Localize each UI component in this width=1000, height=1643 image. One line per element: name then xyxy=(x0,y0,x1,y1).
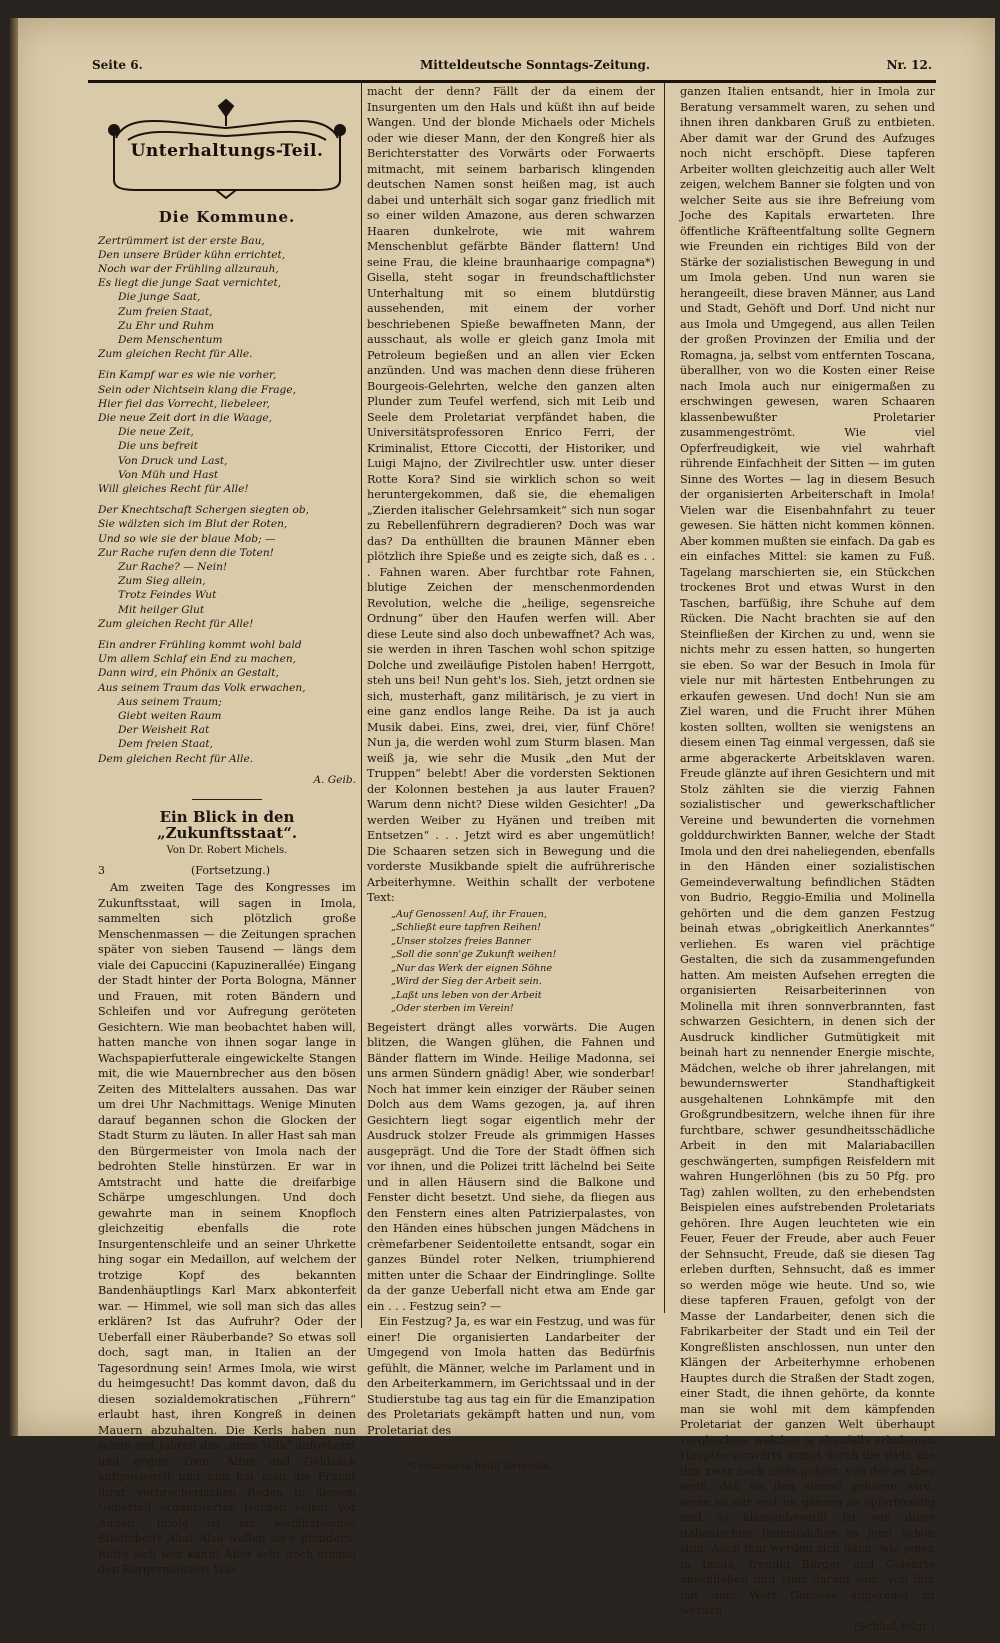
poem-line: Zertrümmert ist der erste Bau, xyxy=(98,234,265,247)
poem-line: Die neue Zeit dort in die Waage, xyxy=(98,411,272,424)
verse-line: „Auf Genossen! Auf, ihr Frauen, xyxy=(391,908,547,920)
poem-line: Zu Ehr und Ruhm xyxy=(118,319,215,332)
footnote: *) compagna heißt Genossin. xyxy=(407,1461,554,1472)
continuation-line xyxy=(98,863,356,879)
poem-line: Sein oder Nichtsein klang die Frage, xyxy=(98,383,296,396)
page-header xyxy=(92,58,932,78)
poem-line: Und so wie sie der blaue Mob; — xyxy=(98,532,276,545)
poem-body xyxy=(98,234,356,788)
verse-line: „Laßt uns leben von der Arbeit xyxy=(391,989,542,1001)
part-number: 3 xyxy=(98,863,105,877)
poem-line: Dem Menschentum xyxy=(118,333,223,346)
poem-line: Die junge Saat, xyxy=(118,291,201,304)
verse-line: „Nur das Werk der eignen Söhne xyxy=(391,962,553,974)
poem-line: Trotz Feindes Wut xyxy=(118,589,217,602)
poem-line: Die uns befreit xyxy=(118,440,198,453)
poem-line: Hier fiel das Vorrecht, liebeleer, xyxy=(98,397,270,410)
article-paragraph: Ein Festzug? Ja, es war ein Festzug, und was für einer! Die organisierten Landarbeiter der Umgegend von Imola hatten das Bedürfnis gefühlt, die Männer, welche im Parlament und in den Arbeiterkammern, im Gerichtssaal und in der Studierstube tag aus tag ein für die Emanzipation des Proletariats gekämpft hatten und nun, vom Proletariat des xyxy=(367,1315,655,1437)
poem-line: Zum Sieg allein, xyxy=(118,575,206,588)
poem-line: Von Druck und Last, xyxy=(118,454,228,467)
poem-stanza xyxy=(98,234,356,362)
verse-line: „Unser stolzes freies Banner xyxy=(391,935,531,947)
poem-stanza xyxy=(98,368,356,496)
article-paragraph: macht der denn? Fällt der da einem der Insurgenten um den Hals und küßt ihn auf beide Wangen. Und der blonde Michaels oder Michels oder wie dieser Mann, der den Kongreß hier als Berichterstatter des Vorwärts oder Forwaerts mitmacht, mit seinem barbarisch klingenden deutschen Namen sonst heißen mag, ist auch dabei und unterhält sich sogar ganz friedlich mit so einer wilden Amazone, aus deren schwarzen Haaren dunkelrote, wie mit wahrem Menschenblut gefärbte Bänder flattern! Und seine Frau, die kleine braunhaarige compagna*) Gisella, steht sogar in freundschaftlichster Unterhaltung mit so einem blutdürstig aussehenden, mit einem der vorher beschriebenen Spieße bewaffneten Mann, der ausschaut, als wolle er gleich ganz Imola mit Petroleum begießen und an allen vier Ecken anzünden. Und was machen denn diese früheren Bourgeois-Gelehrten, welche den ganzen alten Plunder zum Teufel werfend, sich mit Leib und Seele dem Proletariat verpfändet haben, die Universitätsprofessoren Enrico Ferri, der Kriminalist, Ettore Ciccotti, der Historiker, und Luigi Majno, der Zivilrechtler usw. unter dieser Rotte Kora? Sind sie wirklich schon so weit heruntergekommen, daß sie, die ehemaligen „Zierden italischer Gelehrsamkeit“ sich nun sogar zu Rebellenführern degradieren? Doch was war das? Da enthüllten die braunen Männer eben plötzlich ihre Spieße und es zeigte sich, daß es . . . Fahnen waren. Aber furchtbar rote Fahnen, blutige Zeichen der menschenmordenden Revolution, welche die „heilige, segensreiche Ordnung“ über den Haufen werfen will. Aber diese Leute sind also doch unbewaffnet? Ach was, sie werden in ihren Taschen wohl schon spitzige Dolche und zweiläufige Pistolen haben! Herrgott, steh uns bei! Nun geht's los. Sieh, jetzt ordnen sie sich, musterhaft, ganz militärisch, je zu viert in eine ganz endlos lange Reihe. Da ist ja auch Musik dabei. Eins, zwei, drei, vier, fünf Chöre! Nun ja, die werden wohl zum Sturm blasen. Man weiß ja, wie sehr die Musik „den Mut der Truppen“ belebt! Aber die vordersten Sektionen der Kolonnen bestehen ja aus lauter Frauen? Warum denn nicht? Diese wilden Gesichter! „Da werden Weiber zu Hyänen und treiben mit Entsetzen“ . . . Jetzt wird es aber ungemütlich! Die Schaaren setzen sich in Bewegung und die vorderste Musikbande spielt die aufrührerische Arbeiterhymne. Weithin schallt der verbotene Text: xyxy=(367,85,655,904)
header-rule xyxy=(88,80,936,83)
article-paragraph: Begeistert drängt alles vorwärts. Die Augen blitzen, die Wangen glühen, die Fahnen und Bänder flattern im Winde. Heilige Madonna, sei uns armen Sündern gnädig! Aber, wie sonderbar! Noch hat immer kein einziger der Räuber seinen Dolch aus dem Wams gezogen, ja, auf ihren Gesichtern liegt sogar eigentlich mehr der Ausdruck stolzer Freude als grimmigen Hasses ausgeprägt. Und die Tore der Stadt öffnen sich vor ihnen, und die Polizei tritt lächelnd bei Seite und in allen Häusern sind die Balkone und Fenster dicht besetzt. Und siehe, da fliegen aus den Fenstern eines alten Patrizierpalastes, von den Händen eines hübschen jungen Mädchens in crèmefarbener Seidentoilette entsandt, sogar ein ganzes Bündel roter Nelken, triumphierend mitten unter die Schaar der Eindringlinge. Sollte da der ganze Ueberfall nicht etwa am Ende gar ein . . . Festzug sein? — xyxy=(367,1020,655,1313)
poem-line: Zur Rache rufen denn die Toten! xyxy=(98,546,274,559)
poem-line: Den unsere Brüder kühn errichtet, xyxy=(98,248,286,261)
poem-line: Der Weisheit Rat xyxy=(118,724,210,737)
poem-line: Zur Rache? — Nein! xyxy=(118,560,228,573)
poem-line: Sie wälzten sich im Blut der Roten, xyxy=(98,518,288,531)
poem-line: Der Knechtschaft Schergen siegten ob, xyxy=(98,504,309,517)
column-2 xyxy=(367,84,655,1472)
poem-line: Giebt weiten Raum xyxy=(118,710,222,722)
poem-line: Aus seinem Traum; xyxy=(118,695,222,708)
poem-line: Zum gleichen Recht für Alle! xyxy=(98,617,254,630)
article-title: Ein Blick in den „Zukunftsstaat“. xyxy=(156,808,298,842)
poem-line: Zum freien Staat, xyxy=(118,305,213,318)
section-title: Unterhaltungs-Teil. xyxy=(130,141,324,161)
poem-author: A. Geib. xyxy=(313,773,356,786)
poem-title: Die Kommune. xyxy=(158,208,296,226)
verse-line: „Schließt eure tapfren Reihen! xyxy=(391,922,542,933)
poem-line: Um allem Schlaf ein End zu machen, xyxy=(98,653,297,666)
column-divider xyxy=(664,83,665,1313)
poem-line: Die neue Zeit, xyxy=(118,426,194,439)
column-divider xyxy=(361,83,362,1328)
poem-line: Ein Kampf war es wie nie vorher, xyxy=(98,369,277,382)
section-ornament xyxy=(98,90,356,200)
verse-line: „Soll die sonn'ge Zukunft weihen! xyxy=(391,949,557,960)
poem-line: Mit heilger Glut xyxy=(118,603,205,616)
newspaper-name: Mitteldeutsche Sonntags-Zeitung. xyxy=(420,58,651,72)
footnote-rule xyxy=(397,1452,517,1453)
continuation-label: (Fortsetzung.) xyxy=(191,863,270,877)
poem-line: Von Müh und Hast xyxy=(118,468,219,481)
verse-line: „Oder sterben im Verein! xyxy=(391,1003,514,1014)
poem-line: Zum gleichen Recht für Alle. xyxy=(98,348,253,361)
poem-line: Dem gleichen Recht für Alle. xyxy=(98,752,254,765)
page-number: Seite 6. xyxy=(92,58,143,72)
poem-line: Es liegt die junge Saat vernichtet, xyxy=(98,277,282,290)
poem-line: Ein andrer Frühling kommt wohl bald xyxy=(98,638,302,651)
verse-line: „Wird der Sieg der Arbeit sein. xyxy=(391,976,542,987)
poem-line: Aus seinem Traum das Volk erwachen, xyxy=(98,681,306,694)
divider xyxy=(192,799,262,800)
column-3 xyxy=(680,84,935,1633)
poem-line: Dem freien Staat, xyxy=(118,738,214,751)
article-paragraph: Am zweiten Tage des Kongresses im Zukunftsstaat, will sagen in Imola, sammelten sich plötzlich große Menschenmassen — die Zeitungen sprachen später von sieben Tausend — längs dem viale dei Capuccini (Kapuzinerallée) Eingang der Stadt hinter der Porta Bologna, Männer und Frauen, mit roten Bändern und Schleifen und vor Aufregung geröteten Gesichtern. Wie man beobachtet haben will, hatten manche von ihnen sogar lange in Wachspapierfutterale eingewickelte Stangen mit, die wie Mauernbrecher aus den bösen Zeiten des Mittelalters aussahen. Das war um drei Uhr Nachmittags. Wenige Minuten darauf begannen schon die Glocken der Stadt Sturm zu läuten. In aller Hast sah man den Bürgermeister von Imola nach der bedrohten Stelle hinstürzen. Er war in Amtstracht und hatte die dreifarbige Schärpe umgeschlungen. Und doch gewahrte man in seinem Knopfloch gleichzeitig ebenfalls die rote Insurgentenschleife und an seiner Uhrkette hing sogar ein Medaillon, auf welchem der trotzige Kopf des bekannten Bandenhäuptlings Karl Marx abkonterfeit war. — Himmel, wie soll man sich das alles erklären? Ist das Aufruhr? Oder der Ueberfall einer Räuberbande? So etwas soll doch, sagt man, in Italien an der Tagesordnung sein! Armes Imola, wie wirst du heimgesucht! Das kommt davon, daß du diesen sozialdemokratischen „Führern“ erlaubt hast, ihren Kongreß in deinen Mauern abzuhalten. Die Kerls haben nun schon seit Jahren das „arme Volk“ aufgehetzt und gegen Tron, Altar und Geldsack aufgewiegelt und nun hat man die Frucht ihrer verbrecherischen Reden in diesem Ueberfall organisierter Horden selbst vor Augen. Imola ist ein wohlhabendes Städtchen? Aha! Also wollen sie's plündern. Rette sich wer kann! Aber seht doch einmal den Bürgermeister! Was xyxy=(98,881,356,1577)
poem-stanza xyxy=(98,503,356,631)
anthem-verse xyxy=(367,908,655,1016)
poem-line: Noch war der Frühling allzurauh, xyxy=(98,262,279,275)
article-paragraph: ganzen Italien entsandt, hier in Imola zur Beratung versammelt waren, zu sehen und ihnen ihren dankbaren Gruß zu entbieten. Aber damit war der Grund des Aufzuges noch nicht erschöpft. Diese tapferen Arbeiter wollten gleichzeitig auch aller Welt zeigen, welchem Banner sie folgten und von welcher Seite aus sie ihre Befreiung vom Joche des Kapitals erwarteten. Ihre öffentliche Kräfteentfaltung sollte Gegnern wie Freunden ein richtiges Bild von der Stärke der sozialistischen Bewegung in und um Imola geben. Und nun waren sie herangeeilt, diese braven Männer, aus Land und Stadt, Gehöft und Dorf. Und nicht nur aus Imola und Umgegend, aus allen Teilen der großen Provinzen der Emilia und der Romagna, ja, selbst vom entfernten Toscana, überallher, von wo die Kosten einer Reise nach Imola auch nur einigermaßen zu erschwingen gewesen, waren Schaaren klassenbewußter Proletarier zusammengeströmt. Wie viel Opferfreudigkeit, wie viel wahrhaft rührende Einfachheit der Sitten — im guten Sinne des Wortes — lag in diesem Besuch der organisierten Arbeiterschaft in Imola! Vielen war die Eisenbahnfahrt zu teuer gewesen. Sie hätten nicht kommen können. Aber kommen mußten sie einfach. Da gab es ein einfaches Mittel: sie kamen zu Fuß. Tagelang marschierten sie, ein Stückchen trockenes Brot und etwas Wurst in den Taschen, barfüßig, ihre Schuhe auf dem Rücken. Die Nacht brachten sie auf den Steinfließen der Kirchen zu und, wenn sie nichts mehr zu essen hatten, so hungerten sie eben. So war der Besuch in Imola für viele nur mit härtesten Entbehrungen zu erkaufen gewesen. Und doch! Nun sie am Ziel waren, und die Frucht ihrer Mühen kosten sollten, wollten sie wenigstens an diesem einen Tag einmal vergessen, daß sie arme abgerackerte Arbeitsklaven waren. Freude glänzte auf ihren Gesichtern und mit Stolz zählten sie die vierzig Fahnen sozialistischer und gewerkschaftlicher Vereine und bewunderten die vornehmen golddurchwirkten Banner, welche der Stadt Imola und den drei naheliegenden, ebenfalls in den Händen einer sozialistischen Gemeindeverwaltung befindlichen Städten von Budrio, Reggio-Emilia und Molinella gehörten und die dem ganzen Festzug beinah etwas „obrigkeitlich Anerkanntes“ verliehen. Es waren viel prächtige Gestalten, die sich da zusammengefunden hatten. Am meisten Aufsehen erregten die organisierten Reisarbeiterinnen von Molinella mit ihren sonnverbrannten, fast schwarzen Gesichtern, in denen sich der Ausdruck kindlicher Gutmütigkeit mit beinah hart zu nennender Energie mischte, Mädchen, welche ob ihrer jahrelangen, mit bewundernswerter Standhaftigkeit ausgehaltenen Lohnkämpfe mit den Großgrundbesitzern, welche ihnen für ihre furchtbare, schwer gesundheitsschädliche Arbeit in den mit Malariabacillen geschwängerten, sumpfigen Reisfeldern mit wahren Hungerlöhnen (bis zu 50 Pfg. pro Tag) zahlen wollten, zu den erhebendsten Beispielen eines aufstrebenden Proletariats gehören. Ihre Augen leuchteten wie ein Feuer, Feuer der Freude, aber auch Feuer der Sehnsucht, Freude, daß sie diesen Tag erleben durften, Sehnsucht, daß es immer so werden möge wie heute. Und so, wie diese tapferen Frauen, gefolgt von der Masse der Landarbeiter, denen sich die Fabrikarbeiter der Stadt und ein Teil der Kongreßlisten anschlossen, nun unter den Klängen der Arbeiterhymne erhobenen Hauptes durch die Straßen der Stadt zogen, einer Stadt, die ihnen gehörte, da konnte man sie wohl mit dem kämpfenden Proletariat der ganzen Welt überhaupt vergleichen, welches ja ebenfalls erhobenen Hauptes vorwärts dringt durch die Welt, die ihm zwar noch nicht gehört, von der es aber weiß, daß sie ihm einmal gehören wird, wenn es nur erst im ganzen so opferfreudig und so klassenbewußt ist wie diese italienischen Reismädchen es jetzt schon sind. Auch ihm werden sich dann, wie jenen in Imola, freudig Bürger und Gelehrte anschließen und stolz darauf sein, von ihm mit dem Wort Genosse angeredet zu werden. xyxy=(680,85,935,1617)
article-byline: Von Dr. Robert Michels. xyxy=(166,845,288,857)
conclusion-note: (Schluß folgt.) xyxy=(853,1619,935,1633)
poem-line: Will gleiches Recht für Alle! xyxy=(98,482,249,495)
binding-edge xyxy=(10,18,18,1436)
poem-line: Dann wird, ein Phönix an Gestalt, xyxy=(98,667,279,680)
poem-stanza xyxy=(98,638,356,766)
issue-number: Nr. 12. xyxy=(886,58,932,72)
column-1 xyxy=(98,84,356,1577)
